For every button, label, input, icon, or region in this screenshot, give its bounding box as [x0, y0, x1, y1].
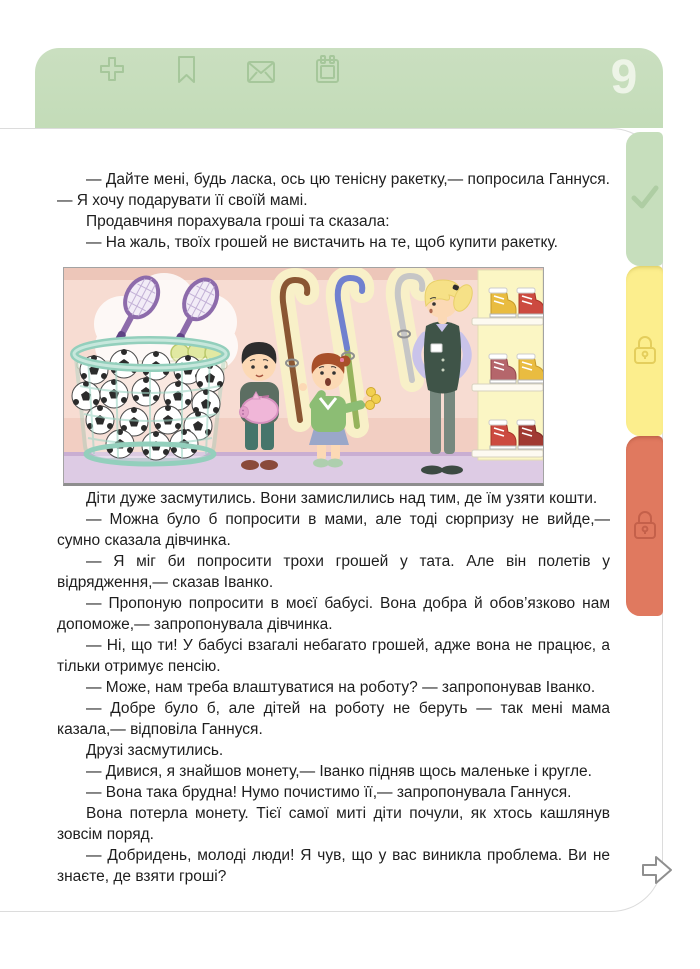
story-illustration	[63, 267, 544, 486]
football-basket	[72, 340, 226, 464]
story-text-bottom	[57, 488, 610, 887]
story-paragraph: — Вона така брудна! Нумо почистимо її,— запропонувала Ганнуся.	[86, 784, 572, 801]
tab-locked-section-2[interactable]	[626, 436, 663, 616]
arrow-right-icon	[640, 873, 674, 888]
shop-scene-illustration	[64, 268, 543, 483]
story-paragraph: — Я міг би попросити трохи грошей у тата. Але він полетів у відрядження,— сказав Іванко.	[57, 553, 610, 591]
skate-shelves	[472, 270, 543, 460]
calendar-icon[interactable]	[315, 55, 340, 89]
envelope-icon[interactable]	[246, 60, 276, 89]
story-paragraph: — Добре було б, але дітей на роботу не беруть — так мені мама казала,— відповіла Ганнуся.	[57, 700, 610, 738]
page-number: 9	[610, 51, 638, 104]
story-paragraph: — Добридень, молоді люди! Я чув, що у вас виникла проблема. Ви не знаєте, де взяти гроші?	[57, 847, 610, 885]
story-paragraph: — Ні, що ти! У бабусі взагалі небагато грошей, адже вона не працює, а тільки отримує пенсію.	[57, 637, 610, 675]
lock-icon	[632, 508, 658, 545]
add-icon[interactable]	[99, 56, 125, 87]
next-page-button[interactable]	[640, 855, 674, 885]
story-paragraph: — Пропоную попросити в моєї бабусі. Вона добра й обов’язково нам допоможе,— запропонувала дівчинка.	[57, 595, 610, 633]
story-text-top	[57, 169, 610, 253]
story-paragraph: Друзі засмутились.	[86, 742, 224, 759]
tab-current-section[interactable]	[626, 132, 663, 266]
lock-icon	[632, 333, 658, 370]
story-paragraph: — На жаль, твоїх грошей не вистачить на те, щоб купити ракетку.	[86, 234, 558, 251]
tab-locked-section-1[interactable]	[626, 266, 663, 436]
bookmark-icon[interactable]	[177, 55, 196, 89]
check-icon	[631, 185, 659, 214]
story-paragraph: — Дивися, я знайшов монету,— Іванко підняв щось маленьке і кругле.	[86, 763, 592, 780]
story-paragraph: — Можна було б попросити в мами, але тоді сюрпризу не вийде,— сумно сказала дівчинка.	[57, 511, 610, 549]
story-paragraph: Діти дуже засмутились. Вони замислились над тим, де їм узяти кошти.	[86, 490, 598, 507]
story-paragraph: Продавчиня порахувала гроші та сказала:	[86, 213, 390, 230]
chapter-header-bar	[35, 48, 663, 128]
story-paragraph: — Дайте мені, будь ласка, ось цю тенісну ракетку,— попросила Ганнуся.— Я хочу подарувати її своїй мамі.	[57, 171, 610, 209]
story-paragraph: Вона потерла монету. Тієї самої миті діти почули, як хтось кашлянув зовсім поряд.	[57, 805, 610, 843]
story-paragraph: — Може, нам треба влаштуватися на роботу? — запропонував Іванко.	[86, 679, 596, 696]
